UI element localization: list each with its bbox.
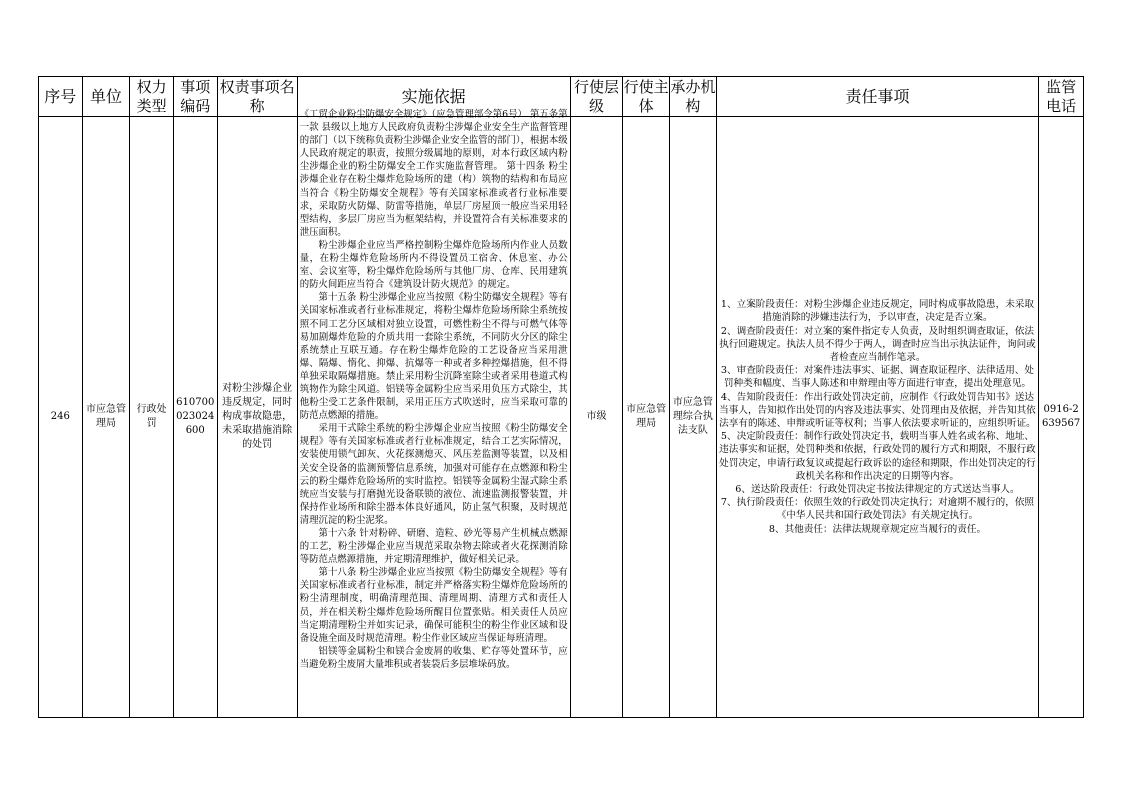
cell-power-type: 行政处罚 bbox=[130, 117, 174, 718]
header-name: 权责事项名称 bbox=[217, 77, 297, 117]
responsibility-item: 1、立案阶段责任：对粉尘涉爆企业违反规定，同时构成事故隐患，未采取措施消除的涉嫌违法行为，予以审查，决定是否立案。 bbox=[720, 299, 1035, 324]
responsibility-item: 3、审查阶段责任：对案件违法事实、证据、调查取证程序、法律适用、处罚种类和幅度、当事人陈述和申辩理由等方面进行审查，提出处理意见。 bbox=[720, 365, 1035, 390]
cell-agency: 市应急管理综合执法支队 bbox=[670, 117, 717, 718]
basis-paragraph: 第十六条 针对粉碎、研磨、造粒、砂光等易产生机械点燃源的工艺，粉尘涉爆企业应当规范采取杂物去除或者火花探测消除等防范点燃源措施，并定期清理维护，做好相关记录。 bbox=[299, 528, 568, 566]
responsibility-item: 4、告知阶段责任：作出行政处罚决定前，应制作《行政处罚告知书》送达当事人，告知拟作出处罚的内容及违法事实、处罚理由及依据，并告知其依法享有的陈述、申辩或听证等权利；当事人依法要求听证的，应组织听证。 bbox=[719, 391, 1036, 429]
responsibility-item: 6、送达阶段责任：行政处罚决定书按法律规定的方式送达当事人。 bbox=[735, 484, 1020, 496]
basis-paragraph: 铝镁等金属粉尘和镁合金废屑的收集、贮存等处置环节，应当避免粉尘废屑大量堆积或者装袋后多层堆垛码放。 bbox=[299, 645, 568, 670]
cell-seq: 246 bbox=[39, 117, 83, 718]
cell-unit: 市应急管理局 bbox=[82, 117, 130, 718]
header-responsibility: 责任事项 bbox=[716, 77, 1039, 117]
responsibility-item: 2、调查阶段责任：对立案的案件指定专人负责，及时组织调查取证，依法执行回避规定。执法人员不得少于两人，调查时应当出示执法证件，询问或者检查应当制作笔录。 bbox=[719, 325, 1036, 363]
basis-paragraph: 粉尘涉爆企业应当严格控制粉尘爆炸危险场所内作业人员数量，在粉尘爆炸危险场所内不得设置员工宿舍、休息室、办公室、会议室等，粉尘爆炸危险场所与其他厂房、仓库、民用建筑的防火间距应当符合《建筑设计防火规范》的规定。 bbox=[299, 239, 568, 291]
table-row bbox=[39, 117, 1084, 718]
cell-code: 610700023024600 bbox=[173, 117, 217, 718]
basis-paragraph: 第十八条 粉尘涉爆企业应当按照《粉尘防爆安全规程》等有关国家标准或者行业标准，制定并严格落实粉尘爆炸危险场所的粉尘清理制度，明确清理范围、清理周期、清理方式和责任人员，并在相关粉尘爆炸危险场所醒目位置张贴。相关责任人员应当定期清理粉尘并如实记录，确保可能积尘的粉尘作业区域和设备设施全面及时规范清理。粉尘作业区域应当保证每班清理。 bbox=[299, 567, 568, 644]
power-list-table bbox=[38, 76, 1084, 718]
header-phone: 监管电话 bbox=[1039, 77, 1084, 117]
header-code: 事项编码 bbox=[173, 77, 217, 117]
header-power-type: 权力类型 bbox=[130, 77, 174, 117]
header-subject: 行使主体 bbox=[623, 77, 669, 115]
cell-responsibility bbox=[716, 117, 1039, 718]
cell-name: 对粉尘涉爆企业违反规定，同时构成事故隐患，未采取措施消除的处罚 bbox=[217, 117, 297, 718]
basis-clip bbox=[298, 109, 570, 717]
header-level: 行使层级 bbox=[570, 77, 623, 117]
cell-phone: 0916-2639567 bbox=[1039, 117, 1084, 718]
cell-level: 市级 bbox=[570, 117, 623, 718]
header-seq: 序号 bbox=[39, 77, 83, 117]
basis-paragraph: 《工贸企业粉尘防爆安全规定》（应急管理部令第6号） 第五条第一款 县级以上地方人民政府负责粉尘涉爆企业安全生产监督管理的部门（以下统称负责粉尘涉爆企业安全监管的部门），根据本级人民政府规定的职责，按照分级属地的原则，对本行政区域内粉尘涉爆企业的粉尘防爆安全工作实施监督管理。 第十四条 粉尘涉爆企业存在粉尘爆炸危险场所的建（构）筑物的结构和布局应当符合《粉尘防爆安全规程》等有关国家标准或者行业标准要求，采取防火防爆、防雷等措施，单层厂房屋顶一般应当采用轻型结构，多层厂房应当为框架结构，并设置符合有关标准要求的泄压面积。 bbox=[299, 109, 568, 238]
responsibility-item: 8、其他责任：法律法规规章规定应当履行的责任。 bbox=[768, 523, 987, 535]
basis-text bbox=[300, 108, 568, 671]
responsibility-item: 7、执行阶段责任：依照生效的行政处罚决定执行；对逾期不履行的，依照《中华人民共和国行政处罚法》有关规定执行。 bbox=[720, 497, 1035, 522]
cell-subject: 市应急管理局 bbox=[623, 117, 670, 718]
basis-paragraph: 采用干式除尘系统的粉尘涉爆企业应当按照《粉尘防爆安全规程》等有关国家标准或者行业标准规定，结合工艺实际情况，安装使用锁气卸灰、火花探测熄灭、风压差监测等装置，以及相关安全设备的监测预警信息系统，加强对可能存在点燃源和粉尘云的粉尘爆炸危险场所的实时监控。铝镁等金属粉尘湿式除尘系统应当安装与打磨抛光设备联锁的液位、流速监测报警装置，并保持作业场所和除尘器本体良好通风，防止氢气积聚，及时规范清理沉淀的粉尘泥浆。 bbox=[299, 423, 568, 526]
basis-paragraph: 第十五条 粉尘涉爆企业应当按照《粉尘防爆安全规程》等有关国家标准或者行业标准规定，将粉尘爆炸危险场所除尘系统按照不同工艺分区域相对独立设置，可燃性粉尘不得与可燃气体等易加剧爆炸危险的介质共用一套除尘系统，不同防火分区的除尘系统禁止互联互通。存在粉尘爆炸危险的工艺设备应当采用泄爆、隔爆、惰化、抑爆、抗爆等一种或者多种控爆措施，但不得单独采取隔爆措施。禁止采用粉尘沉降室除尘或者采用巷道式构筑物作为除尘风道。铝镁等金属粉尘应当采用负压方式除尘，其他粉尘受工艺条件限制，采用正压方式吹送时，应当采取可靠的防范点燃源的措施。 bbox=[299, 292, 568, 422]
header-basis: 实施依据 bbox=[297, 77, 570, 117]
header-agency: 承办机构 bbox=[670, 77, 716, 115]
header-unit: 单位 bbox=[82, 77, 130, 117]
cell-basis bbox=[297, 109, 570, 718]
responsibility-item: 5、决定阶段责任：制作行政处罚决定书，载明当事人姓名或名称、地址、违法事实和证据，处罚种类和依据，行政处罚的履行方式和期限，不服行政处罚决定，申请行政复议或提起行政诉讼的途径和期限，作出处罚决定的行政机关名称和作出决定的日期等内容。 bbox=[719, 431, 1036, 482]
